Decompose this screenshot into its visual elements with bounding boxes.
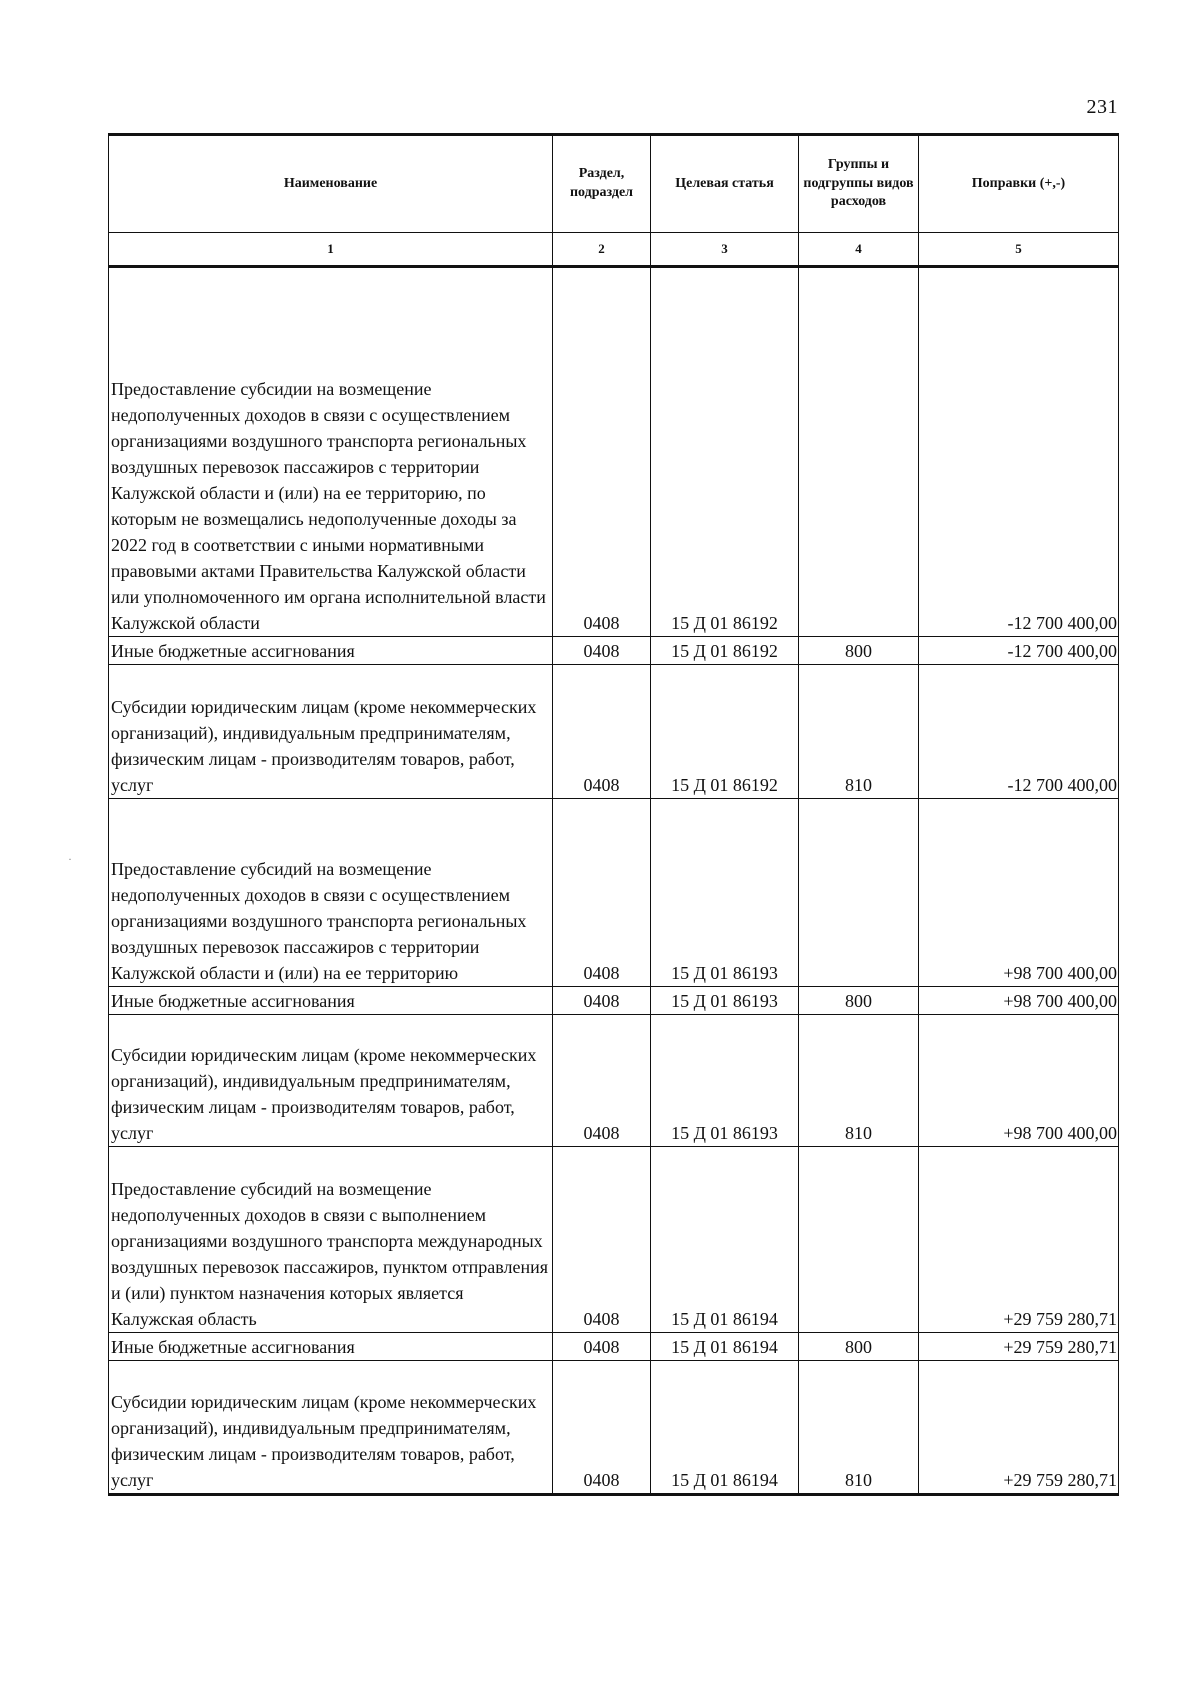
header-target-article: Целевая статья [651, 135, 799, 233]
row-target-article: 15 Д 01 86194 [651, 1361, 799, 1495]
row-section: 0408 [553, 637, 651, 665]
header-expense-group: Группы и подгруппы видов расходов [799, 135, 919, 233]
row-amount: +29 759 280,71 [919, 1333, 1119, 1361]
row-name: Иные бюджетные ассигнования [109, 637, 553, 665]
row-expense-group [799, 799, 919, 987]
row-amount: +29 759 280,71 [919, 1147, 1119, 1333]
row-name: Иные бюджетные ассигнования [109, 987, 553, 1015]
row-section: 0408 [553, 987, 651, 1015]
row-section: 0408 [553, 665, 651, 799]
row-expense-group: 800 [799, 637, 919, 665]
column-number-row [109, 233, 1119, 267]
row-section: 0408 [553, 1147, 651, 1333]
table-row [109, 1333, 1119, 1361]
row-target-article: 15 Д 01 86192 [651, 665, 799, 799]
row-expense-group [799, 1147, 919, 1333]
row-amount: -12 700 400,00 [919, 637, 1119, 665]
row-target-article: 15 Д 01 86193 [651, 1015, 799, 1147]
table-row [109, 665, 1119, 799]
row-expense-group: 800 [799, 1333, 919, 1361]
table-row [109, 637, 1119, 665]
page-number: 231 [1086, 96, 1118, 118]
column-number: 5 [919, 233, 1119, 267]
row-target-article: 15 Д 01 86194 [651, 1147, 799, 1333]
budget-amendments-table [108, 133, 1119, 1496]
row-section: 0408 [553, 1361, 651, 1495]
row-name: Предоставление субсидий на возмещение недополученных доходов в связи с осуществлением организациями воздушного транспорта региональных воздушных перевозок пассажиров с территории Калужской области и (или) на ее территорию [109, 799, 553, 987]
row-name: Субсидии юридическим лицам (кроме некоммерческих организаций), индивидуальным предпринимателям, физическим лицам - производителям товаров, работ, услуг [109, 1361, 553, 1495]
row-expense-group: 810 [799, 665, 919, 799]
table-row [109, 799, 1119, 987]
row-target-article: 15 Д 01 86192 [651, 267, 799, 637]
column-number: 3 [651, 233, 799, 267]
column-number: 4 [799, 233, 919, 267]
table-row [109, 1361, 1119, 1495]
header-name: Наименование [109, 135, 553, 233]
row-amount: -12 700 400,00 [919, 665, 1119, 799]
row-section: 0408 [553, 1015, 651, 1147]
row-target-article: 15 Д 01 86192 [651, 637, 799, 665]
row-target-article: 15 Д 01 86193 [651, 799, 799, 987]
row-name: Субсидии юридическим лицам (кроме некоммерческих организаций), индивидуальным предпринимателям, физическим лицам - производителям товаров, работ, услуг [109, 665, 553, 799]
table-row [109, 987, 1119, 1015]
row-target-article: 15 Д 01 86194 [651, 1333, 799, 1361]
table-row [109, 267, 1119, 637]
row-name: Иные бюджетные ассигнования [109, 1333, 553, 1361]
row-amount: +98 700 400,00 [919, 1015, 1119, 1147]
row-section: 0408 [553, 267, 651, 637]
row-amount: +98 700 400,00 [919, 987, 1119, 1015]
row-expense-group: 810 [799, 1015, 919, 1147]
margin-mark: · [68, 852, 72, 866]
column-number: 2 [553, 233, 651, 267]
row-target-article: 15 Д 01 86193 [651, 987, 799, 1015]
header-amendments: Поправки (+,-) [919, 135, 1119, 233]
row-amount: +29 759 280,71 [919, 1361, 1119, 1495]
row-name: Субсидии юридическим лицам (кроме некоммерческих организаций), индивидуальным предпринимателям, физическим лицам - производителям товаров, работ, услуг [109, 1015, 553, 1147]
row-section: 0408 [553, 799, 651, 987]
row-amount: -12 700 400,00 [919, 267, 1119, 637]
row-name: Предоставление субсидий на возмещение недополученных доходов в связи с выполнением организациями воздушного транспорта международных воздушных перевозок пассажиров, пунктом отправления и (или) пунктом назначения которых является Калужская область [109, 1147, 553, 1333]
table-header-row [109, 135, 1119, 233]
row-expense-group: 810 [799, 1361, 919, 1495]
row-section: 0408 [553, 1333, 651, 1361]
column-number: 1 [109, 233, 553, 267]
row-amount: +98 700 400,00 [919, 799, 1119, 987]
table-row [109, 1015, 1119, 1147]
row-name: Предоставление субсидии на возмещение недополученных доходов в связи с осуществлением организациями воздушного транспорта региональных воздушных перевозок пассажиров с территории Калужской области и (или) на ее территорию, по которым не возмещались недополученные доходы за 2022 год в соответствии с иными нормативными правовыми актами Правительства Калужской области или уполномоченного им органа исполнительной власти Калужской области [109, 267, 553, 637]
header-section: Раздел, подраздел [553, 135, 651, 233]
table-row [109, 1147, 1119, 1333]
row-expense-group [799, 267, 919, 637]
row-expense-group: 800 [799, 987, 919, 1015]
